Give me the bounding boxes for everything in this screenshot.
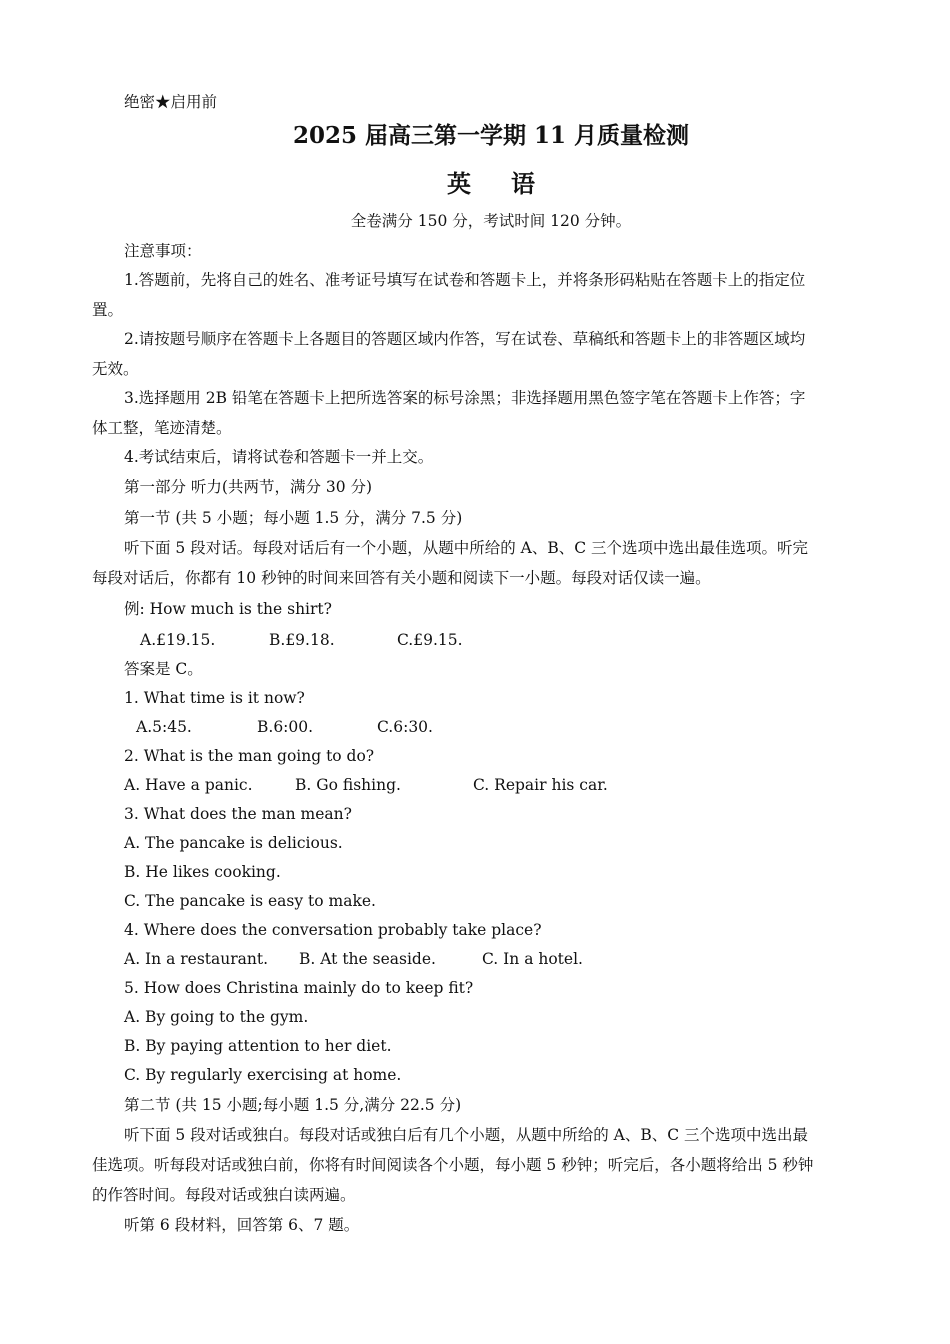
- question-5: 5. How does Christina mainly do to keep fit?: [124, 979, 474, 997]
- notice-item-4: 4.考试结束后，请将试卷和答题卡一并上交。: [124, 448, 434, 466]
- notice-item-3-cont: 体工整，笔迹清楚。: [92, 419, 232, 437]
- notice-item-1-cont: 置。: [92, 301, 124, 319]
- question-1: 1. What time is it now?: [124, 689, 305, 707]
- q2-option-b: B. Go fishing.: [295, 776, 401, 794]
- q3-option-a: A. The pancake is delicious.: [124, 834, 343, 852]
- section2-heading: 第二节 (共 15 小题;每小题 1.5 分,满分 22.5 分): [124, 1096, 462, 1114]
- section1-instructions: 听下面 5 段对话。每段对话后有一个小题，从题中所给的 A、B、C 三个选项中选出最佳选项。听完: [124, 539, 809, 557]
- example-option-b: B.£9.18.: [269, 631, 335, 649]
- q3-option-c: C. The pancake is easy to make.: [124, 892, 376, 910]
- exam-title: 2025 届高三第一学期 11 月质量检测: [292, 122, 690, 149]
- section2-instructions-cont-1: 佳选项。听每段对话或独白前，你将有时间阅读各个小题，每小题 5 秒钟；听完后，各小题将给出 5 秒钟: [92, 1156, 814, 1174]
- subject-title: 英语: [447, 169, 575, 198]
- material-6-heading: 听第 6 段材料，回答第 6、7 题。: [124, 1216, 360, 1234]
- q2-option-c: C. Repair his car.: [473, 776, 608, 794]
- secret-mark: 绝密★启用前: [124, 93, 218, 111]
- question-4: 4. Where does the conversation probably take place?: [124, 921, 542, 939]
- section2-instructions: 听下面 5 段对话或独白。每段对话或独白后有几个小题，从题中所给的 A、B、C 三个选项中选出最: [124, 1126, 809, 1144]
- q3-option-b: B. He likes cooking.: [124, 863, 281, 881]
- q5-option-b: B. By paying attention to her diet.: [124, 1037, 392, 1055]
- q4-option-b: B. At the seaside.: [299, 950, 436, 968]
- q5-option-c: C. By regularly exercising at home.: [124, 1066, 402, 1084]
- notice-item-3: 3.选择题用 2B 铅笔在答题卡上把所选答案的标号涂黑；非选择题用黑色签字笔在答题卡上作答；字: [124, 389, 806, 407]
- q4-option-c: C. In a hotel.: [482, 950, 583, 968]
- section1-heading: 第一节 (共 5 小题；每小题 1.5 分，满分 7.5 分): [124, 509, 463, 527]
- example-question: 例: How much is the shirt?: [124, 600, 332, 618]
- q5-option-a: A. By going to the gym.: [124, 1008, 309, 1026]
- q1-option-b: B.6:00.: [257, 718, 314, 736]
- example-option-a: A.£19.15.: [140, 631, 216, 649]
- notice-item-1: 1.答题前，先将自己的姓名、准考证号填写在试卷和答题卡上，并将条形码粘贴在答题卡上的指定位: [124, 271, 806, 289]
- q1-option-a: A.5:45.: [136, 718, 192, 736]
- question-2: 2. What is the man going to do?: [124, 747, 375, 765]
- notice-item-2-cont: 无效。: [92, 360, 139, 378]
- notice-heading: 注意事项：: [124, 242, 202, 260]
- example-option-c: C.£9.15.: [397, 631, 463, 649]
- q1-option-c: C.6:30.: [377, 718, 433, 736]
- question-3: 3. What does the man mean?: [124, 805, 352, 823]
- example-answer: 答案是 C。: [124, 660, 203, 678]
- part1-heading: 第一部分 听力(共两节，满分 30 分): [124, 478, 373, 496]
- section1-instructions-cont: 每段对话后，你都有 10 秒钟的时间来回答有关小题和阅读下一小题。每段对话仅读一遍。: [92, 569, 711, 587]
- q2-option-a: A. Have a panic.: [124, 776, 253, 794]
- score-time-info: 全卷满分 150 分，考试时间 120 分钟。: [350, 212, 632, 230]
- section2-instructions-cont-2: 的作答时间。每段对话或独白读两遍。: [92, 1186, 356, 1204]
- q4-option-a: A. In a restaurant.: [124, 950, 269, 968]
- notice-item-2: 2.请按题号顺序在答题卡上各题目的答题区域内作答，写在试卷、草稿纸和答题卡上的非答题区域均: [124, 330, 806, 348]
